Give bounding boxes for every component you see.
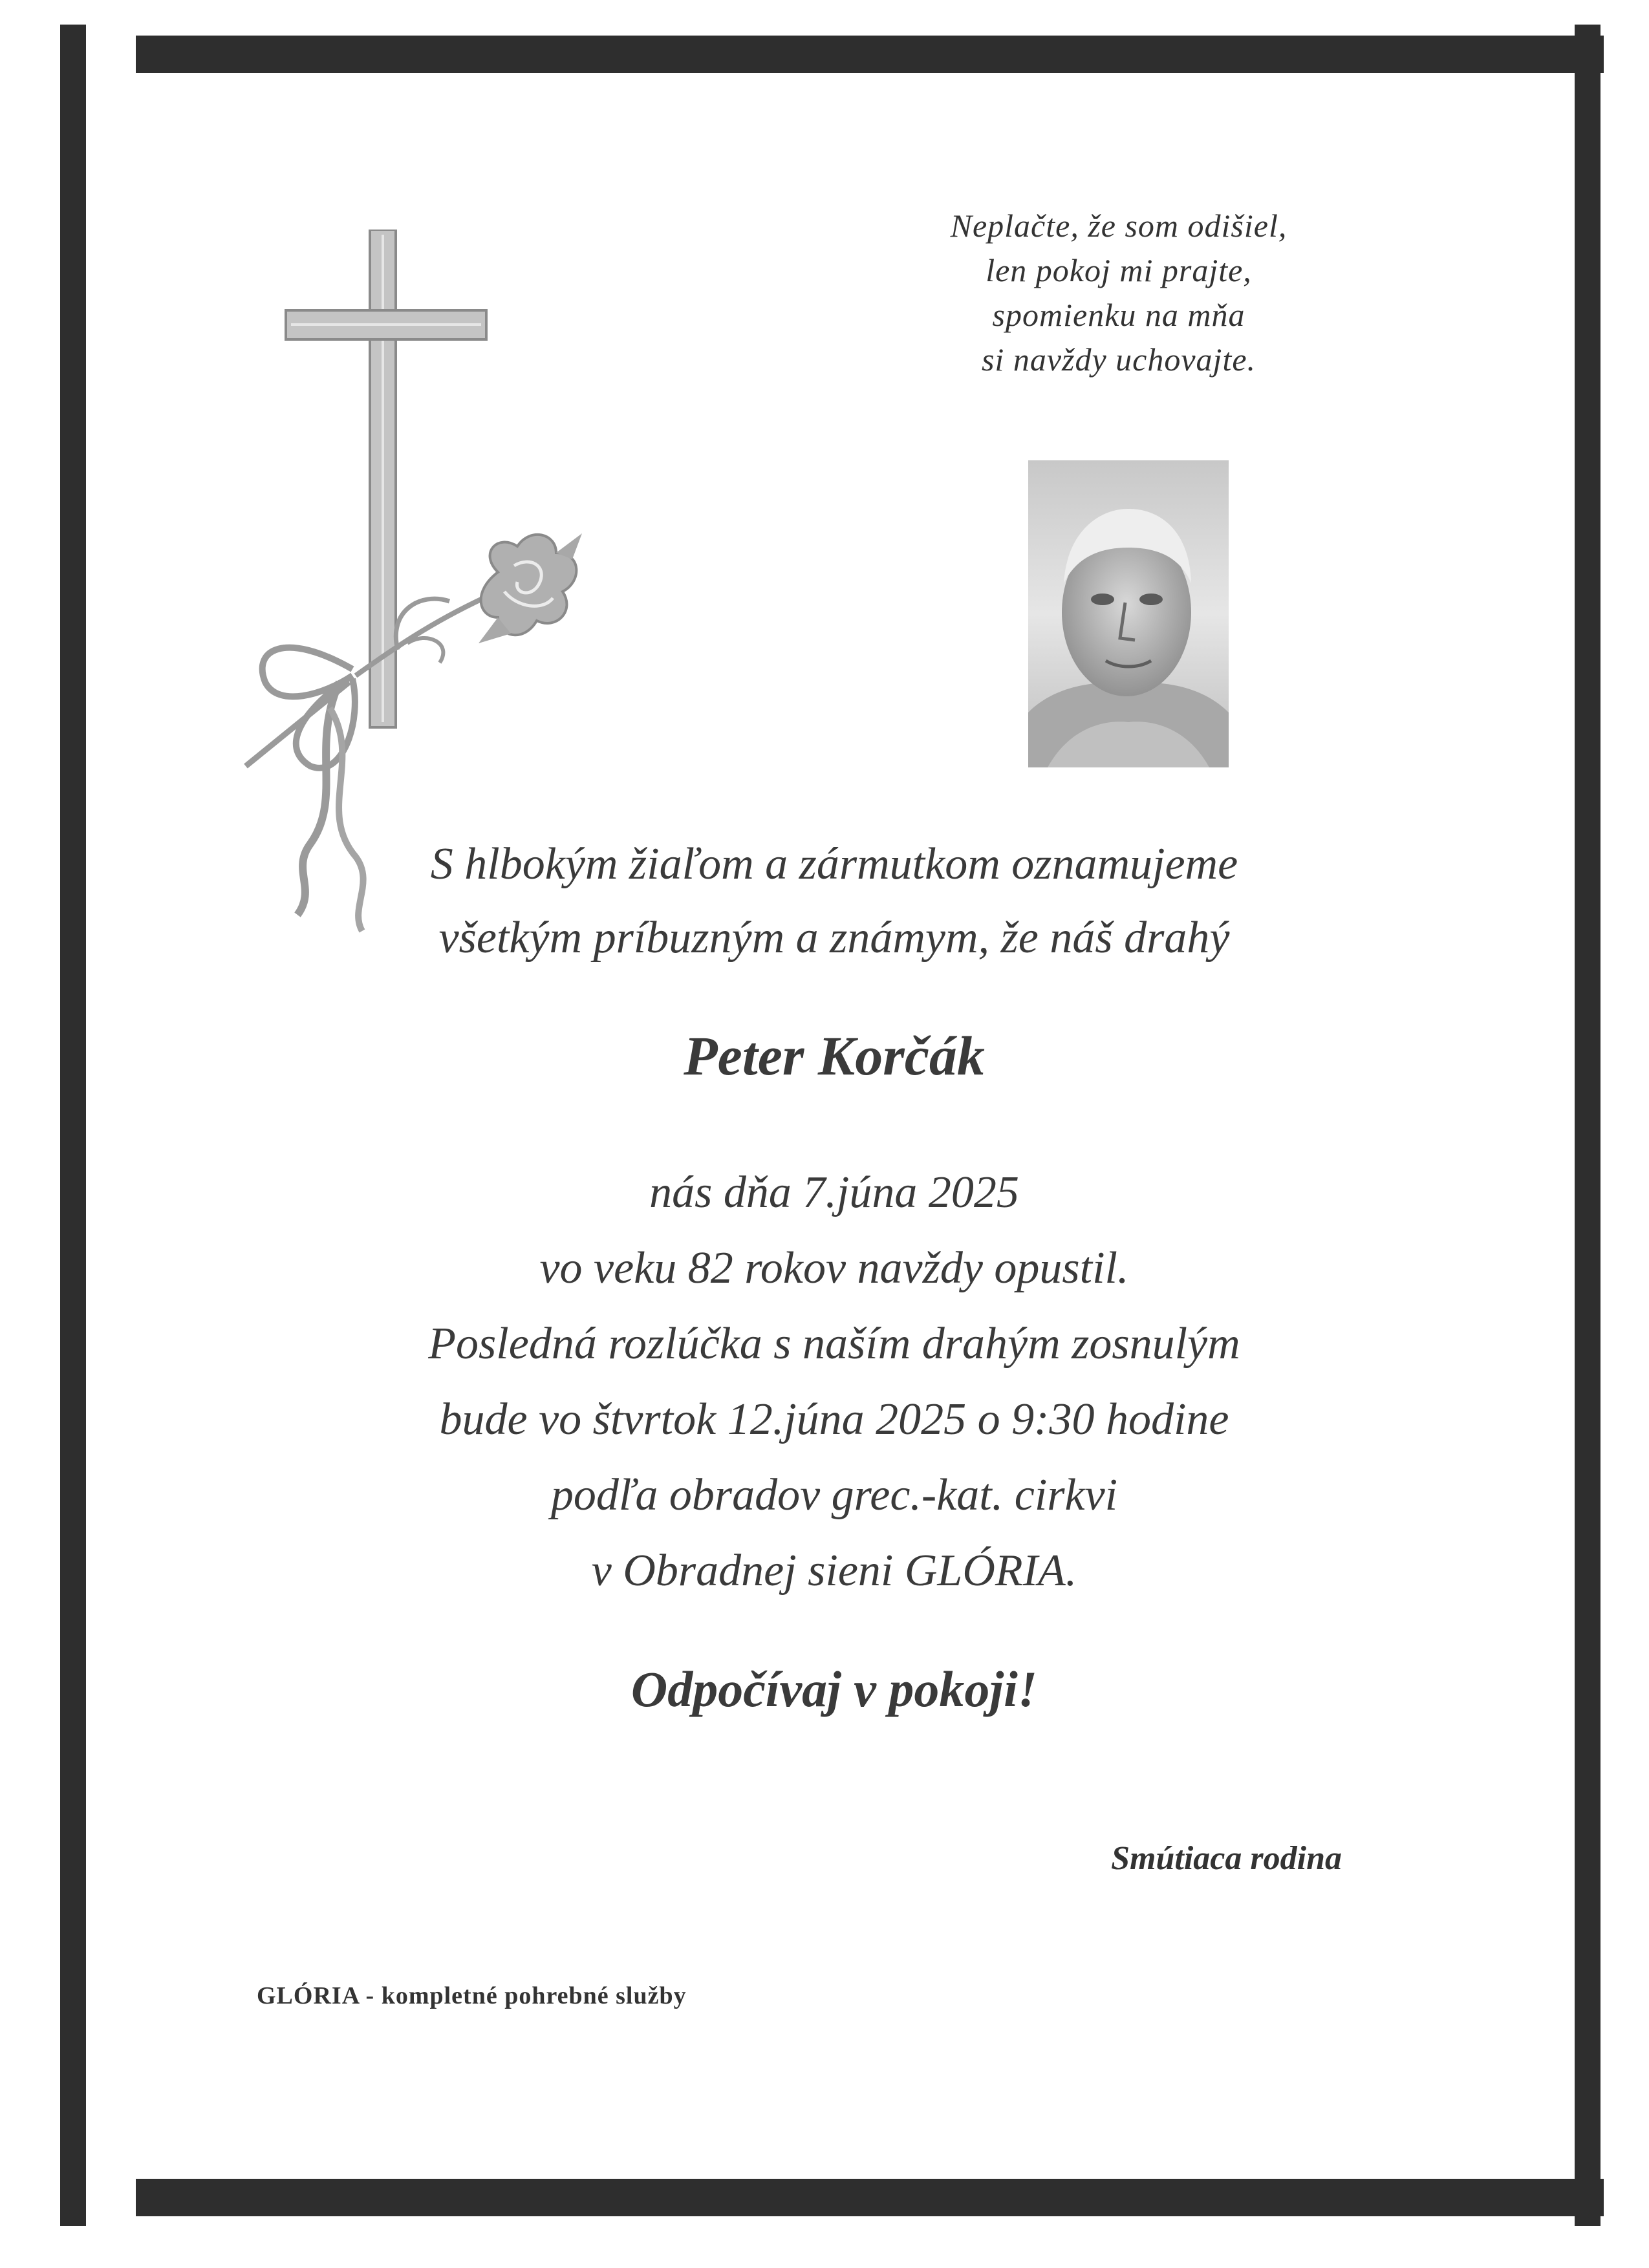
body-line: nás dňa 7.júna 2025	[649, 1168, 1019, 1217]
memorial-quote	[860, 204, 1377, 382]
deceased-name: Peter Korčák	[684, 1025, 985, 1087]
border-right	[1575, 25, 1600, 2226]
body-line: podľa obradov grec.-kat. cirkvi	[550, 1470, 1118, 1520]
quote-line: si navždy uchovajte.	[981, 341, 1256, 378]
intro-line: všetkým príbuzným a známym, že náš drahý	[438, 913, 1230, 963]
intro-line: S hlbokým žiaľom a zármutkom oznamujeme	[430, 839, 1238, 889]
body-line: Posledná rozlúčka s naším drahým zosnulým	[428, 1319, 1240, 1369]
quote-line: len pokoj mi prajte,	[986, 252, 1252, 288]
body-line: bude vo štvrtok 12.júna 2025 o 9:30 hodine	[439, 1395, 1229, 1444]
quote-line: Neplačte, že som odišiel,	[950, 208, 1288, 244]
body-line: vo veku 82 rokov navždy opustil.	[539, 1243, 1129, 1293]
body-line: v Obradnej sieni GLÓRIA.	[591, 1546, 1077, 1596]
announcement-intro	[194, 828, 1474, 975]
funeral-service-footer: GLÓRIA - kompletné pohrebné služby	[257, 1982, 687, 2009]
family-signature: Smútiaca rodina	[1111, 1840, 1342, 1877]
border-bottom	[136, 2179, 1604, 2216]
border-top	[136, 36, 1604, 73]
closing-blessing: Odpočívaj v pokoji!	[630, 1661, 1038, 1717]
portrait-photo	[1028, 460, 1229, 767]
quote-line: spomienku na mňa	[992, 297, 1245, 333]
announcement-body	[194, 1155, 1474, 1609]
portrait-image	[1028, 460, 1229, 767]
border-left	[60, 25, 86, 2226]
